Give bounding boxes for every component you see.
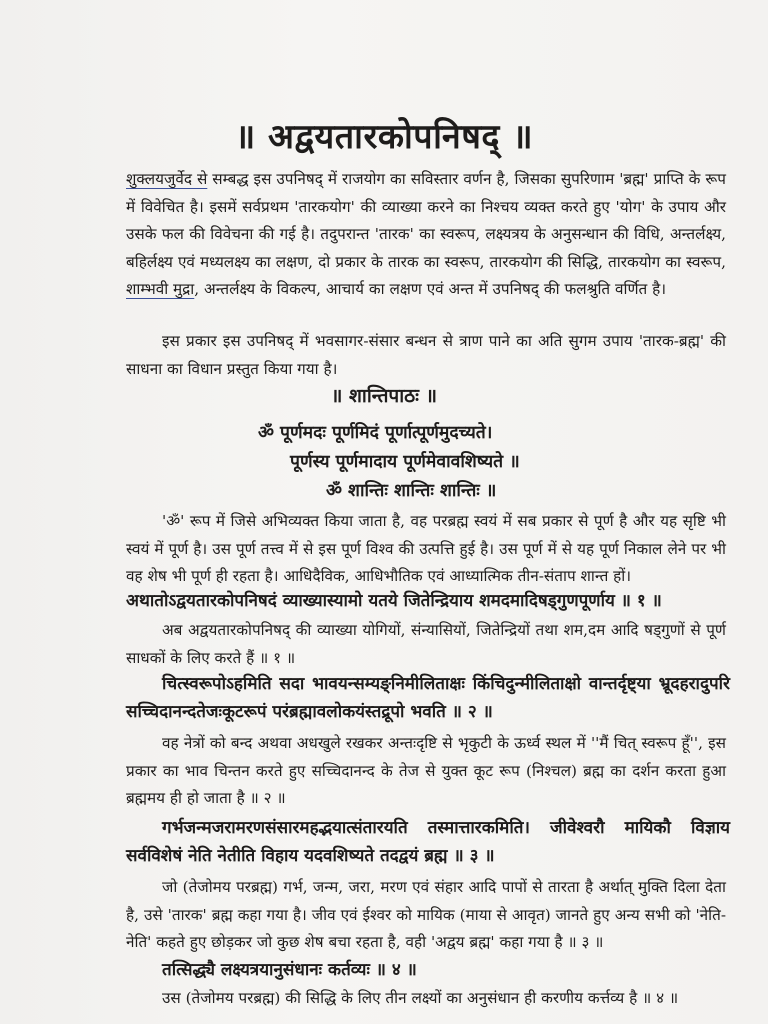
show-through-text — [80, 10, 720, 110]
verse-2-sanskrit: चित्स्वरूपोऽहमिति सदा भावयन्सम्यङ्निमीलिताक्षः किंचिदुन्मीलिताक्षो वान्तर्दृष्ट्या भ्रूदहरादुपरि सच्चिदानन्दतेजःकूटरूपं परंब्रह्मावलोकयंस्तद्रूपो भवति ॥ २ ॥ — [126, 674, 730, 722]
underlined-text-shukla-yajurveda: शुक्लयजुर्वेद से — [126, 170, 208, 188]
upanishad-title: ॥ अद्वयतारकोपनिषद् ॥ — [234, 117, 534, 157]
verse-2-meaning: वह नेत्रों को बन्द अथवा अधखुले रखकर अन्तःदृष्टि से भृकुटी के ऊर्ध्व स्थल में ''मैं चित् स्वरूप हूँ'', इस प्रकार का भाव चिन्तन करते हुए सच्चिदानन्द के तेज से युक्त कूट रूप (निश्चल) ब्रह्म का दर्शन करता हुआ ब्रह्ममय ही हो जाता है ॥ २ ॥ — [126, 734, 726, 807]
intro-text-part-1: सम्बद्ध इस उपनिषद् में राजयोग का सविस्तार वर्णन है, जिसका सुपरिणाम 'ब्रह्म' प्राप्ति के रूप में विवेचित है। इसमें सर्वप्रथम 'तारकयोग' की व्याख्या करने का निश्चय व्यक्त करते हुए 'योग' के उपाय और उसके फल की विवेचना की गई है। तदुपरान्त 'तारक' का स्वरूप, लक्ष्यत्रय के अनुसन्धान की विधि, अन्तर्लक्ष्य, बहिर्लक्ष्य एवं मध्यलक्ष्य का लक्षण, दो प्रकार के तारक का स्वरूप, तारकयोग की सिद्धि, तारकयोग का स्वरूप, — [126, 170, 726, 271]
verse-1-meaning: अब अद्वयतारकोपनिषद् की व्याख्या योगियों, संन्यासियों, जितेन्द्रियों तथा शम,दम आदि षड्गुणों से पूर्ण साधकों के लिए करते हैं ॥ १ ॥ — [126, 621, 726, 667]
intro-paragraph — [126, 166, 726, 304]
shanti-explanation: 'ॐ' रूप में जिसे अभिव्यक्त किया जाता है, वह परब्रह्म स्वयं में सब प्रकार से पूर्ण है और यह सृष्टि भी स्वयं में पूर्ण है। उस पूर्ण तत्त्व में से इस पूर्ण विश्व की उत्पत्ति हुई है। उस पूर्ण में से यह पूर्ण निकाल लेने पर भी वह शेष भी पूर्ण ही रहता है। आधिदैविक, आधिभौतिक एवं आध्यात्मिक तीन-संताप शान्त हों। — [126, 512, 726, 585]
shanti-line-3: ॐ शान्तिः शान्तिः शान्तिः ॥ — [326, 481, 497, 501]
verse-1-sanskrit: अथातोऽद्वयतारकोपनिषदं व्याख्यास्यामो यतये जितेन्द्रियाय शमदमादिषड्गुणपूर्णाय ॥ १ ॥ — [126, 591, 662, 611]
intro-paragraph-2: इस प्रकार इस उपनिषद् में भवसागर-संसार बन्धन से त्राण पाने का अति सुगम उपाय 'तारक-ब्रह्म' की साधना का विधान प्रस्तुत किया गया है। — [126, 332, 726, 378]
shanti-line-2: पूर्णस्य पूर्णमादाय पूर्णमेवावशिष्यते ॥ — [290, 452, 520, 472]
verse-3-sanskrit: गर्भजन्मजरामरणसंसारमहद्भयात्संतारयति तस्मात्तारकमिति। जीवेश्वरौ मायिकौ विज्ञाय सर्वविशेषं नेति नेतीति विहाय यदवशिष्यते तदद्वयं ब्रह्म ॥ ३ ॥ — [126, 818, 730, 866]
shanti-heading: ॥ शान्तिपाठः ॥ — [330, 385, 438, 407]
underlined-text-shambhavi-mudra: शाम्भवी मुद्रा — [126, 280, 195, 298]
intro-text-part-2: , अन्तर्लक्ष्य के विकल्प, आचार्य का लक्षण एवं अन्त में उपनिषद् की फलश्रुति वर्णित है। — [194, 280, 667, 298]
verse-3-meaning: जो (तेजोमय परब्रह्म) गर्भ, जन्म, जरा, मरण एवं संहार आदि पापों से तारता है अर्थात् मुक्ति दिला देता है, उसे 'तारक' ब्रह्म कहा गया है। जीव एवं ईश्वर को मायिक (माया से आवृत) जानते हुए अन्य सभी को 'नेति-नेति' कहते हुए छोड़कर जो कुछ शेष बचा रहता है, वही 'अद्वय ब्रह्म' कहा गया है ॥ ३ ॥ — [126, 878, 726, 951]
verse-4-meaning: उस (तेजोमय परब्रह्म) की सिद्धि के लिए तीन लक्ष्यों का अनुसंधान ही करणीय कर्त्तव्य है ॥ ४ ॥ — [162, 989, 679, 1007]
shanti-line-1: ॐ पूर्णमदः पूर्णमिदं पूर्णात्पूर्णमुदच्यते। — [258, 423, 493, 443]
verse-4-sanskrit: तत्सिद्ध्यै लक्ष्यत्रयानुसंधानः कर्तव्यः ॥ ४ ॥ — [162, 960, 417, 980]
